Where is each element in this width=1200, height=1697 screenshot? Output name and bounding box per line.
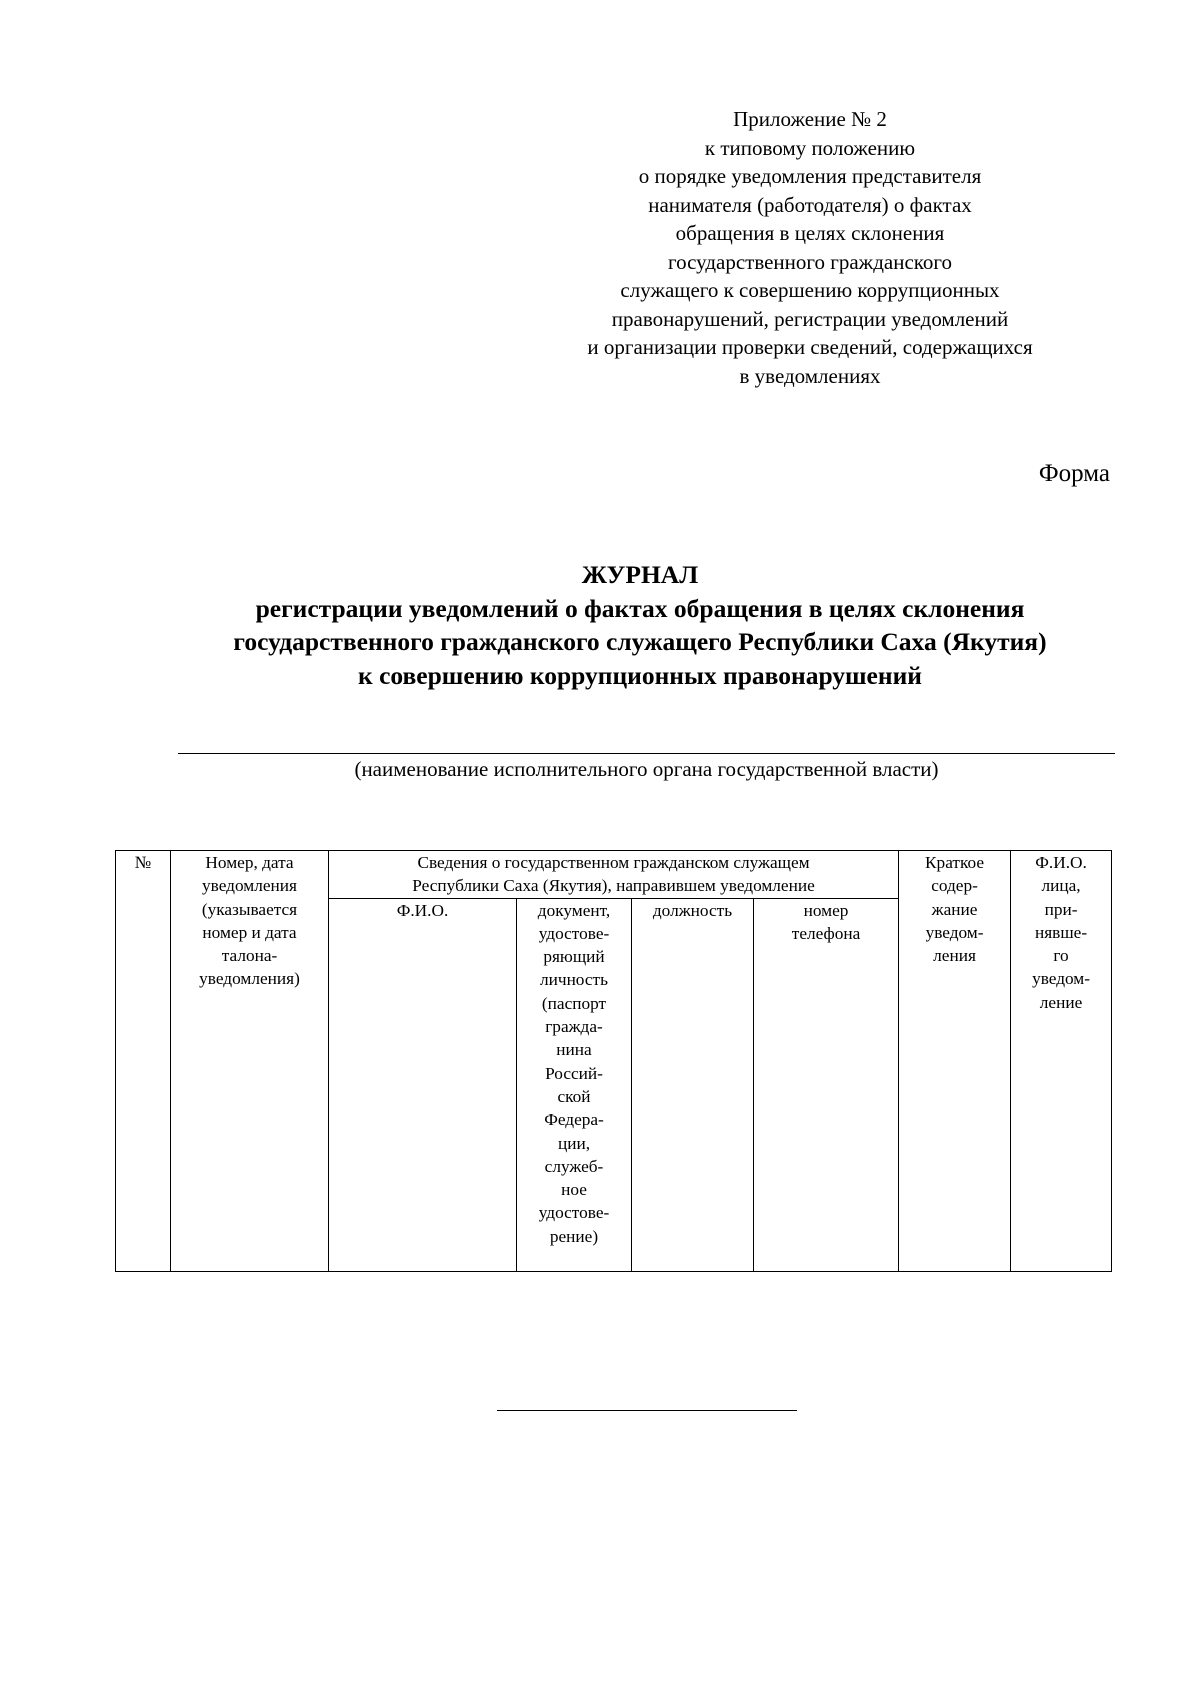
header-number: № — [116, 851, 171, 1272]
annex-line: к типовому положению — [704, 135, 916, 160]
header-servant-info-group: Сведения о государственном гражданском служащем Республики Саха (Якутия), направившем уведомление — [329, 851, 899, 899]
title-line: ЖУРНАЛ — [581, 560, 699, 589]
journal-table — [115, 850, 1112, 1272]
header-identity-document: документ, удостове- ряющий личность (паспорт гражда- нина Россий- ской Федера- ции, служеб- ное удостове- рение) — [517, 898, 632, 1271]
document-title — [110, 558, 1170, 692]
title-line: государственного гражданского служащего Республики Саха (Якутия) — [233, 627, 1047, 656]
annex-line: государственного гражданского — [667, 249, 952, 274]
header-fio: Ф.И.О. — [329, 898, 517, 1271]
footer-separator-line — [497, 1410, 797, 1411]
header-position: должность — [632, 898, 754, 1271]
header-phone-number: номер телефона — [754, 898, 899, 1271]
org-name-blank-line — [178, 753, 1115, 754]
form-label: Форма — [1038, 460, 1110, 487]
header-summary: Краткое содер- жание уведом- ления — [899, 851, 1011, 1272]
header-receiver-fio: Ф.И.О. лица, при- нявше- го уведом- ление — [1011, 851, 1112, 1272]
header-notification-number-date: Номер, дата уведомления (указывается номер и дата талона- уведомления) — [171, 851, 329, 1272]
annex-line: в уведомлениях — [739, 363, 881, 388]
annex-line: Приложение № 2 — [733, 107, 887, 131]
org-name-caption: (наименование исполнительного органа государственной власти) — [354, 757, 939, 781]
title-line: регистрации уведомлений о фактах обращения в целях склонения — [255, 593, 1025, 623]
annex-line: и организации проверки сведений, содержащихся — [587, 335, 1033, 359]
annex-line: о порядке уведомления представителя — [638, 164, 982, 188]
annex-line: правонарушений, регистрации уведомлений — [611, 306, 1009, 331]
annex-line: нанимателя (работодателя) о фактах — [648, 192, 972, 217]
annex-line: обращения в целях склонения — [675, 221, 945, 245]
title-line: к совершению коррупционных правонарушений — [358, 660, 922, 690]
annex-line: служащего к совершению коррупционных — [620, 278, 1000, 302]
annex-header — [520, 105, 1100, 390]
